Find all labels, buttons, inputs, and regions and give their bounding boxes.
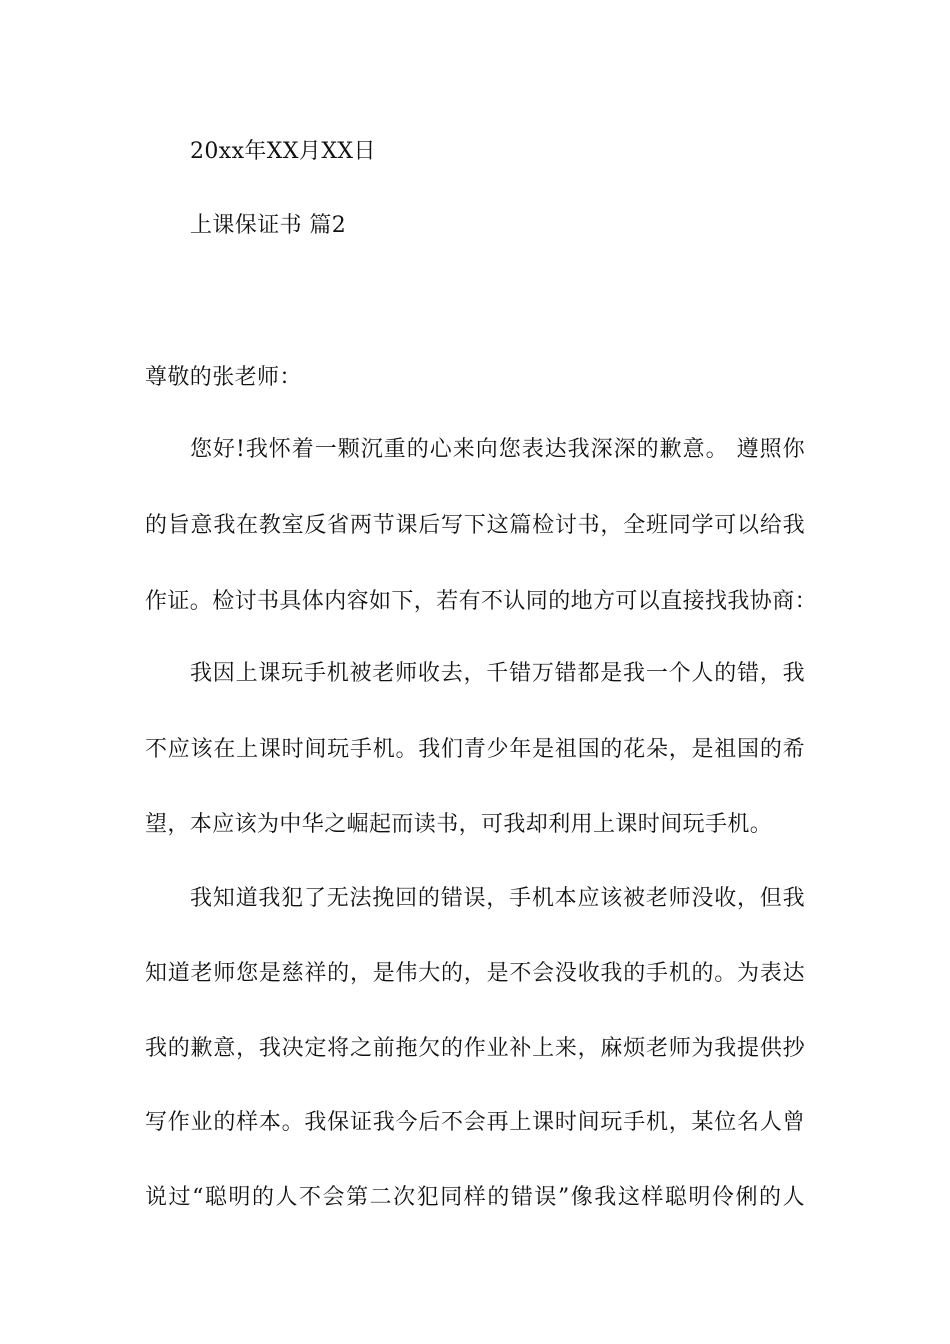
paragraph-line: 作证。检讨书具体内容如下，若有不认同的地方可以直接找我协商： (145, 589, 818, 614)
paragraph-line: 我的歉意，我决定将之前拖欠的作业补上来，麻烦老师为我提供抄 (145, 1036, 805, 1061)
document-date: 20xx年XX月XX日 (190, 139, 376, 164)
document-title: 上课保证书 篇2 (190, 213, 347, 238)
paragraph-line: 您好!我怀着一颗沉重的心来向您表达我深深的歉意。 遵照你 (190, 437, 805, 462)
paragraph-line: 知道老师您是慈祥的，是伟大的，是不会没收我的手机的。为表达 (145, 961, 805, 986)
paragraph-line: 我知道我犯了无法挽回的错误，手机本应该被老师没收，但我 (190, 886, 805, 911)
paragraph-line: 我因上课玩手机被老师收去，千错万错都是我一个人的错，我 (190, 661, 805, 686)
paragraph-line: 不应该在上课时间玩手机。我们青少年是祖国的花朵，是祖国的希 (145, 737, 805, 762)
salutation: 尊敬的张老师： (145, 365, 302, 390)
paragraph-line: 说过“聪明的人不会第二次犯同样的错误”像我这样聪明伶俐的人 (145, 1185, 805, 1210)
paragraph-line: 写作业的样本。我保证我今后不会再上课时间玩手机，某位名人曾 (145, 1110, 805, 1135)
paragraph-line: 望，本应该为中华之崛起而读书，可我却利用上课时间玩手机。 (145, 812, 773, 837)
paragraph-line: 的旨意我在教室反省两节课后写下这篇检讨书，全班同学可以给我 (145, 513, 805, 538)
